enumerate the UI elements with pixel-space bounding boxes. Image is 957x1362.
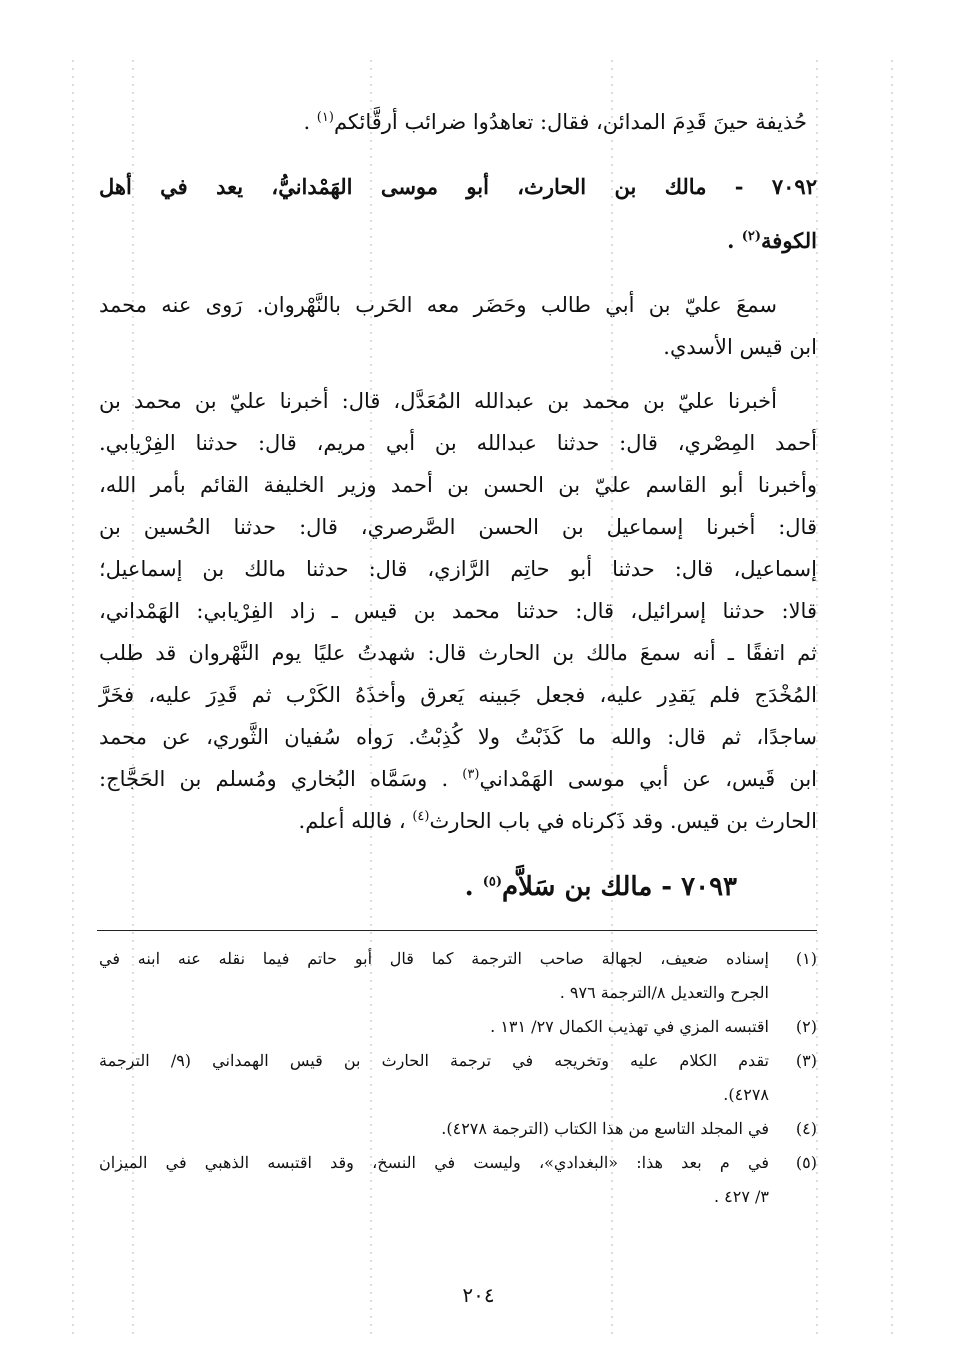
footnote-number: (٤) [795,1119,817,1138]
entry-7093-heading: ٧٠٩٣ - مالك بن سَلاَّم$^{(٥)}$ . [464,872,737,902]
isnad-line-8: المُخْدَج فلم يَقدِر عليه، فجعل جَبينه يَعرق وأخذَهُ الكَرْب ثم قَدِرَ عليه، فخَرَّ [99,683,817,707]
footnote-ref-1: (١) [316,110,334,125]
footnote-3 [99,1044,817,1078]
continuation-line: حُذيفة حينَ قَدِمَ المدائن، فقال: تعاهدُوا ضرائب أرقَّائكم$^{(١)}$ . [303,110,807,134]
isnad-line-1: أخبرنا عليّ بن محمد بن عبدالله المُعَدَّل، قال: أخبرنا عليّ بن محمد بن [99,389,777,413]
isnad-line-2: أحمد المِصْري، قال: حدثنا عبدالله بن أبي مريم، قال: حدثنا الفِرْيابي. [99,431,817,455]
paragraph-isnad [99,380,817,842]
entry-7092-heading [99,160,817,268]
footnote-divider [97,930,817,931]
isnad-line-10: ابن قَيس، عن أبي موسى الهَمْداني$^{(٣)}$ . وسَمَّاه البُخاري ومُسلم بن الحَجَّاج: [99,767,817,791]
bio-line-2: ابن قيس الأسدي. [663,335,817,359]
isnad-line-4: قال: أخبرنا إسماعيل بن الحسن الصَّرصري، قال: حدثنا الحُسين بن [99,515,817,539]
continuation-text: حُذيفة حينَ قَدِمَ المدائن، فقال: تعاهدُوا ضرائب أرقَّائكم [333,110,807,134]
footnote-5 [99,1146,817,1180]
footnote-ref-2: (٢) [741,229,762,244]
footnote-number: (١) [795,949,817,968]
isnad-line-9: ساجدًا، ثم قال: والله ما كَذَبْتُ ولا كُذِبْتُ. رَواه سُفيان الثَّوري، عن محمد [99,725,817,749]
footnote-3-cont [99,1078,817,1112]
footnote-text: ٣/ ٤٢٧ . [713,1187,769,1206]
footnote-text: الجرح والتعديل ٨/الترجمة ٩٧٦ . [559,983,769,1002]
paragraph-bio [99,284,817,368]
footnote-ref-5: (٥) [482,874,503,890]
isnad-line-11: الحارث بن قيس. وقد ذَكرناه في باب الحارث$^{(٤)}$ ، فالله أعلم. [298,809,817,833]
isnad-line-6: قالا: حدثنا إسرائيل، قال: حدثنا محمد بن قيس ـ زاد الفِرْيابي: الهَمْداني، [99,599,817,623]
footnote-text: اقتبسه المزي في تهذيب الكمال ٢٧/ ١٣١ . [490,1017,769,1036]
footnote-ref-3: (٣) [462,767,480,782]
footnote-4 [99,1112,817,1146]
bio-line-1: سمعَ عليّ بن أبي طالب وحَضَر معه الحَرب بالنَّهْروان. رَوى عنه محمد [99,293,777,317]
footnote-text: ٤٢٧٨). [723,1085,769,1104]
entry-7092-line2: الكوفة$^{(٢)}$ . [727,228,817,253]
isnad-line-3: وأخبرنا أبو القاسم عليّ بن الحسن بن أحمد وزير الخليفة القائم بأمر الله، [99,473,817,497]
footnote-number: (٣) [795,1051,817,1070]
footnote-1 [99,942,817,976]
isnad-line-7: ثم اتفقًا ـ أنه سمعَ مالك بن الحارث قال: شهدتُ عليًا يوم النَّهْروان قد طلب [99,641,817,665]
footnote-text: تقدم الكلام عليه وتخريجه في ترجمة الحارث بن قيس الهمداني (٩/ الترجمة [99,1051,769,1070]
footnote-2 [99,1010,817,1044]
isnad-line-5: إسماعيل، قال: حدثنا أبو حاتِم الرَّازي، قال: حدثنا مالك بن إسماعيل؛ [99,557,817,581]
footnote-number: (٢) [795,1017,817,1036]
footnote-ref-4: (٤) [412,809,430,824]
entry-7092-line1: ٧٠٩٢ - مالك بن الحارث، أبو موسى الهَمْدانيُّ، يعد في أهل [99,174,817,199]
footnote-text: إسناده ضعيف، لجهالة صاحب الترجمة كما قال أبو حاتم فيما نقله عنه ابنه في [99,949,769,968]
footnote-text: في المجلد التاسع من هذا الكتاب (الترجمة ٤٢٧٨). [441,1119,769,1138]
footnotes [99,942,817,1214]
footnote-5-cont [99,1180,817,1214]
footnote-number: (٥) [795,1153,817,1172]
footnote-1-cont [99,976,817,1010]
footnote-text: في م بعد هذا: «البغدادي»، وليست في النسخ، وقد اقتبسه الذهبي في الميزان [99,1153,769,1172]
page-number: ٢٠٤ [462,1283,495,1307]
